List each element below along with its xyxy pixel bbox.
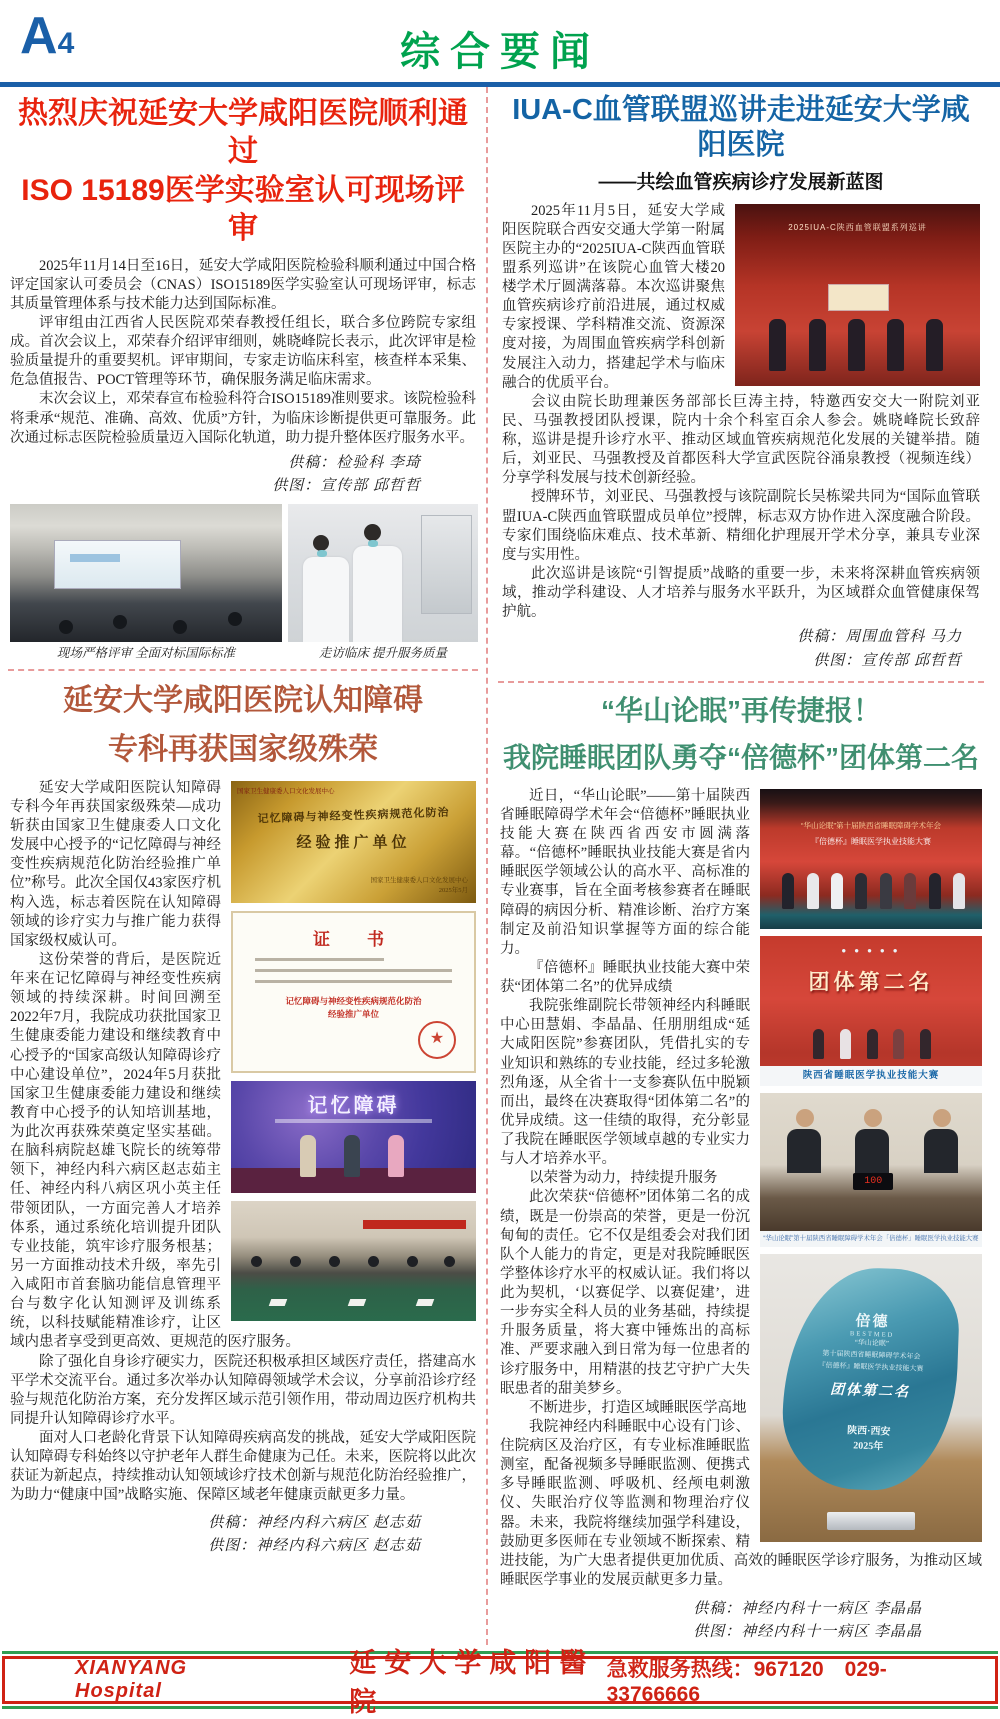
judge-head <box>796 1109 814 1127</box>
memory-banner-title: 记忆障碍 <box>307 1094 400 1117</box>
stage-banner-line1: “华山论眠”第十届陕西省睡眠障碍学术年会 <box>801 820 941 830</box>
trophy-award-text: 团体第二名 <box>830 1382 911 1401</box>
paragraph: 面对人口老龄化背景下认知障碍疾病高发的挑战，延安大学咸阳医院认知障碍专科始终以守护老年人群生命健康为己任。未来，医院将以此次获证为新起点，持续推动认知领域诊疗技术创新与规范化防治经验推广，为助力“健康中国”战略实施、保障区域老年健康贡献更多力量。 <box>10 1430 476 1504</box>
person-silhouette <box>926 319 943 371</box>
byline-contributor: 供稿：神经内科十一病区 李晶晶 <box>693 1601 922 1617</box>
judge-silhouette <box>855 1129 889 1173</box>
bestmed-logo-sub: BESTMED <box>850 1330 895 1339</box>
second-place-headline: 团体第二名 <box>808 970 934 994</box>
article-sleep-title-line1: “华山论眠”再传捷报！ <box>600 694 881 726</box>
attendee-silhouette <box>329 1256 340 1267</box>
face-mask <box>317 550 327 557</box>
photo-caption-left: 现场严格评审 全面对标国际标准 <box>56 646 236 661</box>
attendee-silhouette <box>368 1256 379 1267</box>
attendee-silhouette <box>290 1256 301 1267</box>
section-title: 综合要闻 <box>400 29 600 74</box>
certificate-honor <box>233 995 474 1022</box>
plaque-footer-date: 2025年5月 <box>438 887 468 895</box>
plaque-org-header: 国家卫生健康委人口文化发展中心 <box>237 787 335 795</box>
photo-caption-right: 走访临床 提升服务质量 <box>318 646 448 661</box>
person-silhouette <box>782 873 794 909</box>
photo-judges-table <box>760 1093 982 1231</box>
person-silhouette <box>344 1135 360 1177</box>
photo-memory-event <box>231 1081 476 1193</box>
stage-banner-line2: 『倍德杯』睡眠医学执业技能大赛 <box>811 837 931 847</box>
person-silhouette <box>840 1029 851 1059</box>
photo-block <box>10 504 282 663</box>
award-plaque <box>828 284 889 311</box>
clinician-silhouette <box>353 546 402 643</box>
judge-head <box>933 1109 951 1127</box>
trophy-line: 第十届陕西省睡眠障碍学术年会 <box>822 1349 921 1361</box>
person-silhouette <box>867 1029 878 1059</box>
byline-contributor: 供稿：周围血管科 马力 <box>797 629 962 646</box>
article-cognitive-honor <box>8 671 478 1558</box>
article-cog-media-stack <box>231 781 476 1321</box>
paragraph: 会议由院长助理兼医务部部长巨涛主持，特邀西安交大一附院刘亚民、马强教授团队授课，院内十余个科室百余人参会。姚晓峰院长致辞称，巡讲是提升诊疗水平、推动区域血管疾病规范化发展的关键举措。随后，刘亚民、马强教授及首都医科大学宣武医院谷涌泉教授（视频连线）分享学科发展与技术创新经验。 <box>502 393 980 487</box>
person-silhouette <box>904 873 916 909</box>
left-column <box>8 87 486 1645</box>
person-silhouette <box>831 873 843 909</box>
attendee-silhouette <box>407 1256 418 1267</box>
paragraph: 末次会议上，邓荣春宣布检验科符合ISO15189准则要求。该院检验科将秉承“规范、准确、高效、优质”方针，为临床诊断提供更可靠服务。此次通过标志医院检验质量迈入国际化轨道，助力提升整体医疗服务水平。 <box>10 391 476 446</box>
photo-vascular-ceremony <box>735 204 980 386</box>
table-paper <box>416 1299 435 1306</box>
certificate-text-line <box>255 969 452 972</box>
paragraph: 以荣誉为动力，持续提升服务 <box>529 1170 718 1187</box>
judge-silhouette <box>787 1129 821 1173</box>
red-seal: ★ <box>418 1021 456 1059</box>
article-sleep-media-stack <box>760 789 982 1542</box>
sponsor-logos: ● ● ● ● ● <box>841 946 901 956</box>
plaque-main-line: 经验推广单位 <box>296 834 411 851</box>
article-sleep-title-line2: 我院睡眠团队勇夺“倍德杯”团体第二名 <box>502 741 979 773</box>
table-paper <box>347 1299 366 1306</box>
content-grid <box>0 87 1000 1645</box>
competition-strip-text: 陕西省睡眠医学执业技能大赛 <box>760 1066 982 1086</box>
footer-box <box>2 1647 998 1717</box>
person-silhouette <box>887 319 904 371</box>
trophy-line: “华山论眠” <box>854 1338 890 1348</box>
photo-clinic-visit <box>288 504 478 642</box>
certificate-honor-line2: 经验推广单位 <box>327 1009 379 1020</box>
judge-silhouette <box>924 1129 958 1173</box>
photo-award-stage <box>760 789 982 929</box>
byline-contributor: 供稿：神经内科六病区 赵志茹 <box>208 1514 421 1531</box>
hospital-en-word1: XIANYANG <box>75 1656 188 1679</box>
trophy-glass <box>781 1265 962 1493</box>
plaque-footer-org: 国家卫生健康委人口文化发展中心 <box>370 877 468 885</box>
hospital-name-en <box>75 1657 289 1703</box>
article-lab-title-line2: ISO 15189医学实验室认可现场评审 <box>21 173 465 246</box>
certificate-title: 证 书 <box>313 929 394 949</box>
trophy-year: 2025年 <box>853 1440 884 1453</box>
person-silhouette <box>769 319 786 371</box>
paragraph: 近日，“华山论眠”——第十届陕西省睡眠障碍学术年会“倍德杯”睡眠执业技能大赛在陕西省西安市圆满落幕。“倍德杯”睡眠执业技能大赛是省内睡眠医学领域公认的高水平、高标准的专业赛事，旨在全面考核参赛者在睡眠障碍的病因分析、精准诊断、治疗方案制定及前沿知识掌握等方面的综合能力。 <box>500 787 750 957</box>
edition-number: 4 <box>57 27 75 60</box>
article-cog-title-line1: 延安大学咸阳医院认知障碍 <box>63 683 423 717</box>
judge-head <box>864 1109 882 1127</box>
article-lab-body <box>10 257 476 448</box>
article-lab-photos <box>10 504 476 663</box>
paragraph: 授牌环节，刘亚民、马强教授与该院副院长吴栋梁共同为“国际血管联盟IUA-C陕西血管联盟成员单位”授牌，标志双方协作进入深度融合阶段。专家们围绕临床难点、技术革新、精细化护理展开学术分享，兼具专业深度与实用性。 <box>502 489 980 563</box>
certificate-honor-line1: 记忆障碍与神经变性疾病规范化防治 <box>285 995 422 1006</box>
meeting-banner <box>363 1220 466 1229</box>
paragraph: 2025年11月5日，延安大学咸阳医院联合西安交通大学第一附属医院主办的“2025IUA-C陕西血管联盟系列巡讲”在该院心血管大楼20楼学术厅圆满落幕。本次巡讲聚焦血管疾病诊疗前沿进展，通过权威专家授课、学科精准交流、资源深度对接，为周围血管疾病学科创新发展注入动力，搭建起学术与临床融合的优质平台。 <box>502 202 725 391</box>
lab-instrument <box>421 515 472 614</box>
paragraph: 延安大学咸阳医院认知障碍专科今年再获国家级殊荣—成功斩获由国家卫生健康委人口文化发展中心授予的“记忆障碍与神经变性疾病规范化防治经验推广单位”称号。此次全国仅43家医疗机构入选，标志着医院在认知障碍领域的诊疗实力与推广能力获得国家级权威认可。 <box>10 779 221 949</box>
paragraph: 此次荣获“倍德杯”团体第二名的成绩，既是一份崇高的荣誉，更是一份沉甸甸的责任。它不仅是组委会对我们团队个人能力的肯定，更是对我院睡眠医学整体诊疗水平的权威认证。我们将以此为契机，‘以赛促学、以赛促建’，进一步夯实全科人员的业务基础，持续提升服务质量，将大赛中锤炼出的高标准、严要求融入到日常为每一位患者的诊疗服务中，用精湛的技艺守护广大失眠患者的甜美梦乡。 <box>500 1189 750 1397</box>
paragraph: 我院张维副院长带领神经内科睡眠中心田慧娟、李晶晶、任朋朋组成“延大咸阳医院”参赛团队，凭借扎实的专业知识和熟练的专业技能，经过多轮激烈角逐，从全省十一支参赛队伍中脱颖而出，最终在决赛取得“团体第二名”的优异成绩。这一佳绩的取得，充分彰显了我院在睡眠医学领域卓越的专业实力与人才培养水平。 <box>500 998 750 1168</box>
attendee-silhouette <box>59 620 73 634</box>
paragraph: 除了强化自身诊疗硬实力，医院还积极承担区域医疗责任，搭建高水平学术交流平台。通过多次举办认知障碍领域学术会议，分享前沿诊疗经验与规范化防治方案，充分发挥区域示范引领作用，带动周边医疗机构共同提升认知障碍诊疗水平。 <box>10 1353 476 1427</box>
person-silhouette <box>893 1029 904 1059</box>
face-mask <box>368 540 378 547</box>
score-display: 100 <box>853 1173 893 1190</box>
paragraph: 评审组由江西省人民医院邓荣春教授任组长，联合多位跨院专家组成。首次会议上，邓荣春介绍评审细则，姚晓峰院长表示，此次评审是检验质量提升的重要契机。评审期间，专家走访临床科室，核查样本采集、危急值报告、POCT管理等环节，确保服务满足临床需求。 <box>10 314 476 389</box>
plaque-footer <box>371 876 469 896</box>
byline-contributor: 供稿：检验科 李琦 <box>288 454 421 471</box>
attendee-silhouette <box>228 612 242 626</box>
byline-photographer: 供图：宣传部 邱哲哲 <box>272 478 421 495</box>
photo-second-place-screen <box>760 936 982 1086</box>
byline-photographer: 供图：神经内科十一病区 李晶晶 <box>693 1624 922 1641</box>
trophy-place: 陕西·西安 <box>847 1425 892 1438</box>
plaque-arc-line: 记忆障碍与神经变性疾病规范化防治 <box>257 806 450 826</box>
paragraph: 『倍德杯』睡眠执业技能大赛中荣获“团体第二名”的优异成绩 <box>500 959 750 995</box>
photo-academic-meeting <box>231 1201 476 1321</box>
paragraph: 这份荣誉的背后，是医院近年来在记忆障碍与神经变性疾病领域的持续深耕。时间回溯至2022年7月，我院成功获批国家卫生健康委能力建设和继续教育中心授予的“国家高级认知障碍诊疗中心建设单位”，2024年5月获批国家卫生健康委能力建设和继续教育中心授予的认知培训基地，为此次再获殊荣奠定坚实基础。在脑科病院赵雄飞院长的统筹带领下，神经内科六病区赵志茹主任、神经内科八病区巩小英主任带领团队，一方面完善人才培养体系，通过系统化培训提升团队专业技能，筑牢诊疗服务根基；另一方面推动技术升级，率先引入咸阳市首套脑功能信息管理平台与数字化认知测评及训练系统，以科技赋能精准诊疗，让区域内患者享受到更高效、更规范的医疗服务。 <box>10 951 300 1351</box>
attendee-silhouette <box>444 1256 455 1267</box>
article-vasc-subtitle: ——共绘血管疾病诊疗发展新蓝图 <box>598 171 884 193</box>
article-sleep-award <box>498 683 984 1645</box>
article-sleep-bylines <box>500 1598 982 1645</box>
page-footer <box>2 1647 998 1717</box>
photo-block <box>288 504 478 663</box>
byline-photographer: 供图：神经内科六病区 赵志茹 <box>208 1537 421 1554</box>
paragraph: 不断进步，打造区域睡眠医学高地 <box>529 1399 747 1416</box>
person-silhouette <box>300 1135 316 1177</box>
article-cog-bylines <box>10 1512 476 1559</box>
attendee-silhouette <box>251 1256 262 1267</box>
article-vascular-tour <box>498 87 984 683</box>
edition-letter: A <box>20 7 58 65</box>
certificate-text-line <box>255 980 452 983</box>
article-lab-bylines <box>10 452 476 499</box>
paragraph: 此次巡讲是该院“引智提质”战略的重要一步，未来将深耕血管疾病领域，推动学科建设、人才培养与服务水平跃升，为区域群众血管健康保驾护航。 <box>502 565 980 621</box>
person-silhouette <box>953 873 965 909</box>
person-silhouette <box>880 873 892 909</box>
table-paper <box>269 1299 288 1306</box>
person-silhouette <box>920 1029 931 1059</box>
paragraph: 我院神经内科睡眠中心设有门诊、住院病区及治疗区，有专业标准睡眠监测室，配备视频多导睡眠监测、便携式多导睡眠监测、呼吸机、经颅电刺激仪、失眠治疗仪等监测和物理治疗仪器。未来，我院将继续加强学科建设，鼓励更多医师在专业领域不断探索、精进技能，为广大患者提供更加优质、高效的睡眠医学诊疗服务，为推动区域睡眠医学事业的发展贡献更多力量。 <box>500 1418 982 1588</box>
article-lab-title-line1: 热烈庆祝延安大学咸阳医院顺利通过 <box>18 97 468 169</box>
memory-banner-subtitle-bar <box>275 1119 432 1123</box>
photo-certificate <box>231 911 476 1073</box>
trophy-base <box>827 1512 916 1530</box>
hospital-name-calligraphy: 延安大学咸阳醫院 <box>349 1647 595 1717</box>
person-silhouette <box>813 1029 824 1059</box>
person-silhouette <box>929 873 941 909</box>
attendee-silhouette <box>173 620 187 634</box>
photo-trophy <box>760 1254 982 1542</box>
person-silhouette <box>848 319 865 371</box>
photo-review-meeting <box>10 504 282 642</box>
person-silhouette <box>855 873 867 909</box>
stage-banner-text: 2025IUA-C陕西血管联盟系列巡讲 <box>788 222 927 232</box>
paragraph: 2025年11月14日至16日，延安大学咸阳医院检验科顺利通过中国合格评定国家认可委员会（CNAS）ISO15189医学实验室认可现场评审，标志其质量管理体系与技术能力达到国际标准。 <box>10 257 476 312</box>
bestmed-logo: 倍德 <box>855 1312 891 1331</box>
photo-gold-plaque <box>231 781 476 903</box>
person-silhouette <box>388 1135 404 1177</box>
trophy-line: 『倍德杯』睡眠医学执业技能大赛 <box>818 1361 925 1373</box>
clinician-silhouette <box>303 557 349 643</box>
hospital-en-word2: Hospital <box>75 1679 162 1702</box>
byline-photographer: 供图：宣传部 邱哲哲 <box>813 652 962 669</box>
edition-label <box>20 6 74 66</box>
judges-photo-caption: “华山论眠”第十届陕西省睡眠障碍学术年会「倍德杯」睡眠医学执业技能大赛 <box>760 1231 982 1247</box>
clinician-head <box>364 524 381 541</box>
emergency-hotline: 急救服务热线：967120 029-33766666 <box>606 1657 887 1706</box>
projector-screen <box>54 540 181 589</box>
person-silhouette <box>809 319 826 371</box>
article-vasc-bylines <box>502 626 980 673</box>
right-column <box>486 87 984 1645</box>
article-lab-accreditation <box>8 87 478 671</box>
article-vasc-title: IUA-C血管联盟巡讲走进延安大学咸阳医院 <box>512 94 970 161</box>
article-cog-title-line2: 专科再获国家级殊荣 <box>108 732 378 766</box>
person-silhouette <box>807 873 819 909</box>
certificate-text-line <box>255 958 384 961</box>
photo-judges-block <box>760 1093 982 1247</box>
clinician-head <box>313 535 329 551</box>
masthead <box>0 0 1000 87</box>
attendee-silhouette <box>113 615 127 629</box>
